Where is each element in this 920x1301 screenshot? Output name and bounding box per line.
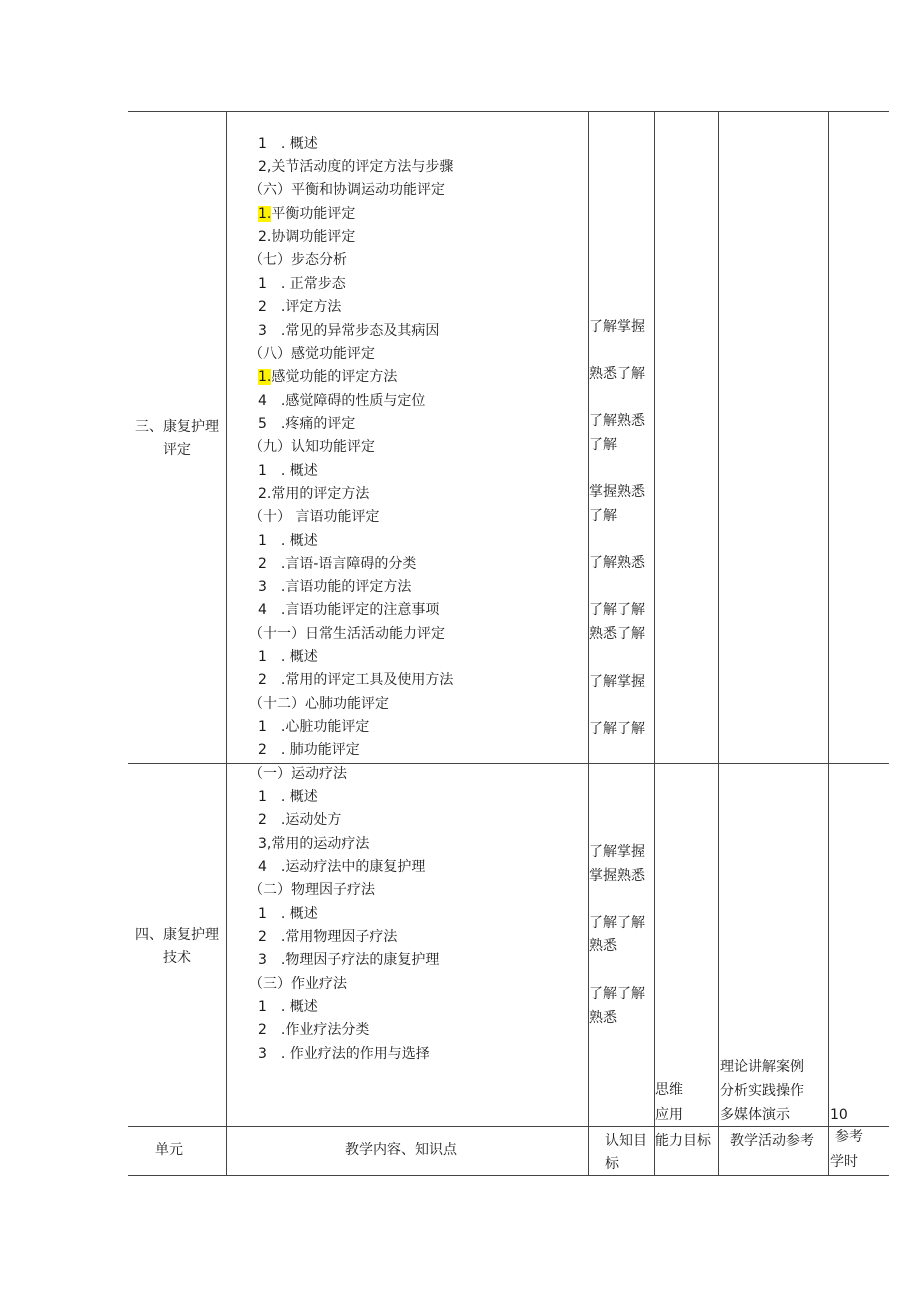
- cognitive-goal: 了解了解: [589, 602, 645, 618]
- header-unit: 单元: [155, 1142, 183, 1158]
- content-line: （七）步态分析: [249, 252, 347, 268]
- content-line: （十一）日常生活活动能力评定: [249, 626, 445, 642]
- content-line: 2 .作业疗法分类: [258, 1022, 370, 1038]
- content-line: 4 .言语功能评定的注意事项: [258, 602, 440, 618]
- content-line: （八）感觉功能评定: [249, 346, 375, 362]
- content-line: （一）运动疗法: [249, 766, 347, 782]
- content-line: 4 .运动疗法中的康复护理: [258, 859, 426, 875]
- cognitive-goal: 掌握熟悉: [589, 484, 645, 500]
- content-line: [258, 203, 355, 226]
- unit-cell-section3: 三、康复护理评定: [135, 419, 219, 458]
- cognitive-goal: 了解掌握: [589, 844, 645, 860]
- activity-line: 多媒体演示: [720, 1107, 790, 1123]
- content-line: 2.常用的评定方法: [258, 486, 370, 502]
- content-line: 4 .感觉障碍的性质与定位: [258, 393, 426, 409]
- content-line: 2 .常用的评定工具及使用方法: [258, 672, 454, 688]
- header-hours-line1: 参考: [835, 1129, 863, 1145]
- content-line: 2 .常用物理因子疗法: [258, 929, 398, 945]
- column-divider: [828, 111, 829, 1175]
- content-line: 2 .评定方法: [258, 299, 342, 315]
- content-line: 2.协调功能评定: [258, 229, 356, 245]
- content-line: [258, 366, 397, 389]
- cognitive-goal: 了解了解: [589, 721, 645, 737]
- content-line: （二）物理因子疗法: [249, 882, 375, 898]
- cognitive-goal: 了解了解: [589, 986, 645, 1002]
- content-line: 1 . 概述: [258, 533, 318, 549]
- unit-cell-section4: 四、康复护理技术: [135, 927, 219, 966]
- highlight-marker: 1.: [258, 369, 272, 385]
- content-line: 3 .言语功能的评定方法: [258, 579, 412, 595]
- header-hours-line2: 学时: [830, 1154, 858, 1170]
- content-line: 3 .常见的异常步态及其病因: [258, 323, 440, 339]
- content-text: 感觉功能的评定方法: [271, 369, 398, 385]
- table-top-border: [128, 111, 889, 112]
- activity-line: 分析实践操作: [720, 1083, 804, 1099]
- content-line: 3,常用的运动疗法: [258, 836, 370, 852]
- column-divider: [226, 111, 227, 1175]
- cognitive-goal: 了解掌握: [589, 674, 645, 690]
- content-line: 1 . 概述: [258, 906, 318, 922]
- content-line: （十二）心肺功能评定: [249, 696, 389, 712]
- ability-goal: 应用: [655, 1107, 683, 1123]
- cognitive-goal: 掌握熟悉: [589, 868, 645, 884]
- content-line: 2 .运动处方: [258, 812, 342, 828]
- header-ability: 能力目标: [655, 1133, 711, 1149]
- content-line: 5 .疼痛的评定: [258, 416, 356, 432]
- content-text: 平衡功能评定: [271, 206, 356, 222]
- content-line: 1 . 概述: [258, 136, 318, 152]
- cognitive-goal: 了解熟悉: [589, 413, 645, 429]
- cognitive-goal: 了解熟悉: [589, 555, 645, 571]
- row-divider: [128, 763, 889, 764]
- header-activity: 教学活动参考: [730, 1133, 814, 1149]
- cognitive-goal: 熟悉了解: [589, 366, 645, 382]
- cognitive-goal: 熟悉了解: [589, 626, 645, 642]
- cognitive-goal: 了解: [589, 508, 617, 524]
- content-line: 1 . 概述: [258, 463, 318, 479]
- content-line: 3 . 作业疗法的作用与选择: [258, 1046, 430, 1062]
- header-cognitive-line1: 认知目: [605, 1133, 647, 1149]
- highlight-marker: 1.: [258, 206, 272, 222]
- cognitive-goal: 了解掌握: [589, 319, 645, 335]
- content-line: 2 .言语-语言障碍的分类: [258, 556, 417, 572]
- content-line: 1 . 概述: [258, 789, 318, 805]
- cognitive-goal: 熟悉: [589, 938, 617, 954]
- content-line: 2,关节活动度的评定方法与步骤: [258, 159, 454, 175]
- hours-cell-section4: 10: [830, 1107, 848, 1123]
- table-bottom-border: [128, 1175, 889, 1176]
- header-cognitive-line2: 标: [605, 1156, 619, 1172]
- content-line: 1 . 概述: [258, 999, 318, 1015]
- content-line: 1 . 概述: [258, 649, 318, 665]
- content-line: 1 .心脏功能评定: [258, 719, 370, 735]
- content-line: 3 .物理因子疗法的康复护理: [258, 952, 440, 968]
- ability-goal: 思维: [655, 1082, 683, 1098]
- cognitive-goal: 熟悉: [589, 1010, 617, 1026]
- cognitive-goal: 了解: [589, 437, 617, 453]
- column-divider: [654, 111, 655, 1175]
- content-line: 2 . 肺功能评定: [258, 742, 360, 758]
- content-line: （十） 言语功能评定: [249, 509, 380, 525]
- content-line: （九）认知功能评定: [249, 439, 375, 455]
- content-line: 1 . 正常步态: [258, 276, 346, 292]
- header-content: 教学内容、知识点: [345, 1142, 457, 1158]
- activity-line: 理论讲解案例: [720, 1059, 804, 1075]
- content-line: （六）平衡和协调运动功能评定: [249, 182, 445, 198]
- content-line: （三）作业疗法: [249, 976, 347, 992]
- cognitive-goal: 了解了解: [589, 915, 645, 931]
- column-divider: [718, 111, 719, 1175]
